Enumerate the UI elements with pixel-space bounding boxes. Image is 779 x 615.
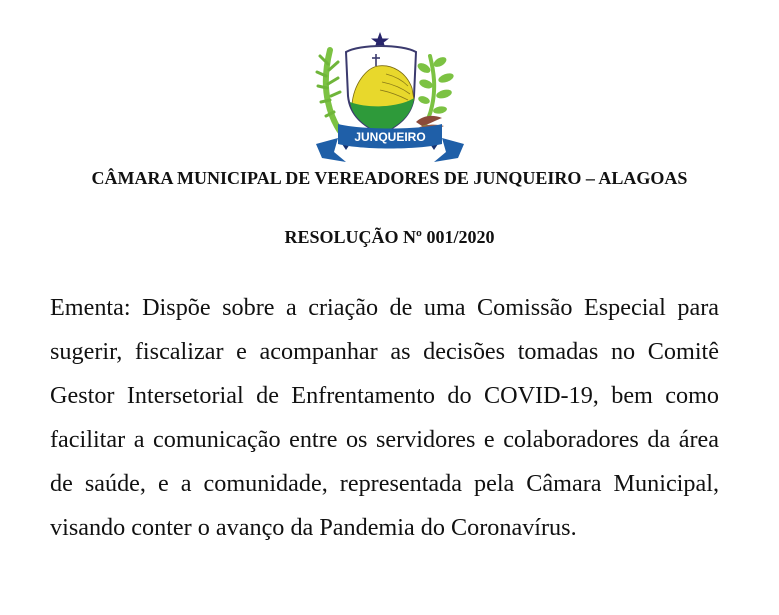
coat-of-arms-logo bbox=[312, 26, 468, 166]
coat-of-arms-icon bbox=[312, 26, 468, 166]
logo-banner-text: JUNQUEIRO bbox=[354, 130, 426, 144]
institution-title: CÂMARA MUNICIPAL DE VEREADORES DE JUNQUEIRO – ALAGOAS bbox=[91, 168, 688, 188]
resolution-number: RESOLUÇÃO Nº 001/2020 bbox=[284, 227, 495, 247]
ementa-paragraph: Ementa: Dispõe sobre a criação de uma Comissão Especial para sugerir, fiscalizar e acompanhar as decisões tomadas no Comitê Gestor Intersetorial de Enfrentamento do COVID-19, bem como facilitar a comunicação entre os servidores e colaboradores da área de saúde, e a comunidade, representada pela Câmara Municipal, visando conter o avanço da Pandemia do Coronavírus. bbox=[50, 294, 719, 541]
